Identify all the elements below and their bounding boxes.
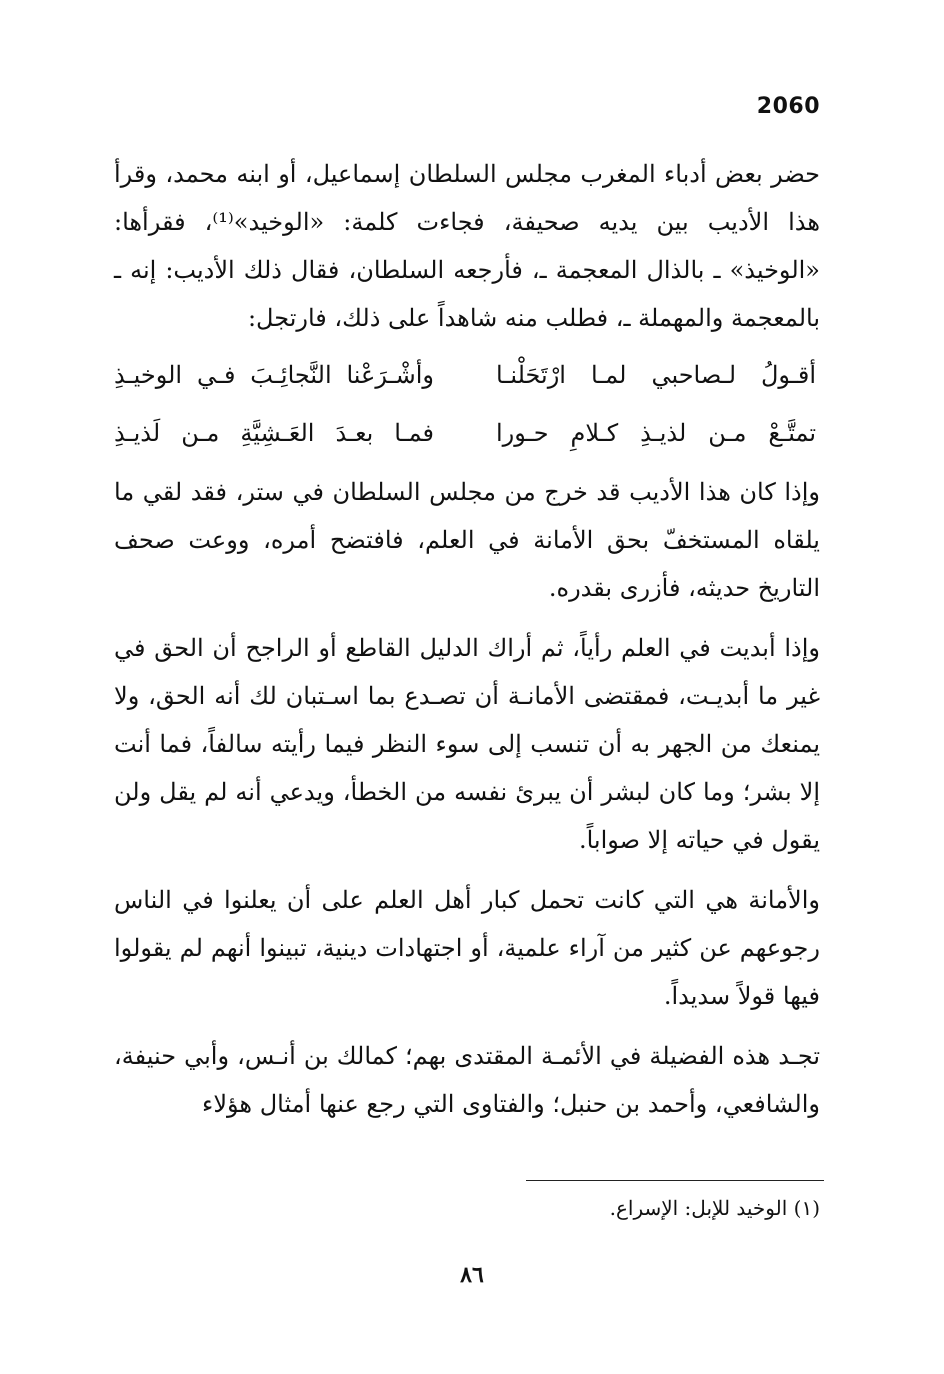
page-id: 2060 — [756, 94, 820, 119]
verse-hemistich-first: أقـولُ لـصاحبي لمـا ارْتَحَلْنـا — [496, 361, 816, 389]
body-paragraph: والأمانة هي التي كانت تحمل كبار أهل العلم على أن يعلنوا في الناس رجوعهم عن كثير من آراء علمية، أو اجتهادات دينية، تبينوا أنهم لم يقولوا فيها قولاً سديداً. — [114, 886, 820, 1010]
verse-hemistich-second: وأشْـرَعْنا النَّجائِـبَ فـي الوخيـذِ — [114, 361, 434, 389]
body-paragraph: وإذا أبديت في العلم رأياً، ثم أراك الدليل القاطع أو الراجح أن الحق في غير ما أبديـت، فمقتضى الأمانـة أن تصـدع بما اسـتبان لك أنه الحق، ولا يمنعك من الجهر به أن تنسب إلى سوء النظر فيما رأيته سالفاً، فما أنت إلا بشر؛ وما كان لبشر أن يبرئ نفسه من الخطأ، ويدعي أنه لم يقل ولن يقول في حياته إلا صواباً. — [114, 634, 820, 854]
verse-line — [114, 346, 820, 404]
page-number: ٨٦ — [460, 1262, 484, 1288]
verse-hemistich-first: تمتَّـعْ مـن لذيـذِ كـلامِ حـورا — [496, 419, 816, 447]
footnote-divider — [526, 1180, 824, 1181]
body-paragraph: تجـد هذه الفضيلة في الأئمـة المقتدى بهم؛ كمالك بن أنـس، وأبي حنيفة، والشافعي، وأحمد بن حنبل؛ والفتاوى التي رجع عنها أمثال هؤلاء — [114, 1042, 820, 1118]
verse-block — [114, 346, 820, 462]
main-text — [114, 150, 820, 1140]
verse-line — [114, 404, 820, 462]
body-paragraph: وإذا كان هذا الأديب قد خرج من مجلس السلطان في ستر، فقد لقي ما يلقاه المستخفّ بحق الأمانة في العلم، فافتضح أمره، ووعت صحف التاريخ حديثه، فأزرى بقدره. — [114, 478, 820, 602]
verse-hemistich-second: فمـا بعـدَ العَـشِيَّةِ مـن لَذيـذِ — [114, 419, 434, 447]
footnote: (١) الوخيد للإبل: الإسراع. — [609, 1196, 820, 1220]
intro-paragraph: حضر بعض أدباء المغرب مجلس السلطان إسماعيل، أو ابنه محمد، وقرأ هذا الأديب بين يديه صحيفة، فجاءت كلمة: «الوخيد»⁽¹⁾، فقرأها: «الوخيذ» ـ بالذال المعجمة ـ، فأرجعه السلطان، فقال ذلك الأديب: إنه ـ بالمعجمة والمهملة ـ، فطلب منه شاهداً على ذلك، فارتجل: — [114, 160, 821, 332]
